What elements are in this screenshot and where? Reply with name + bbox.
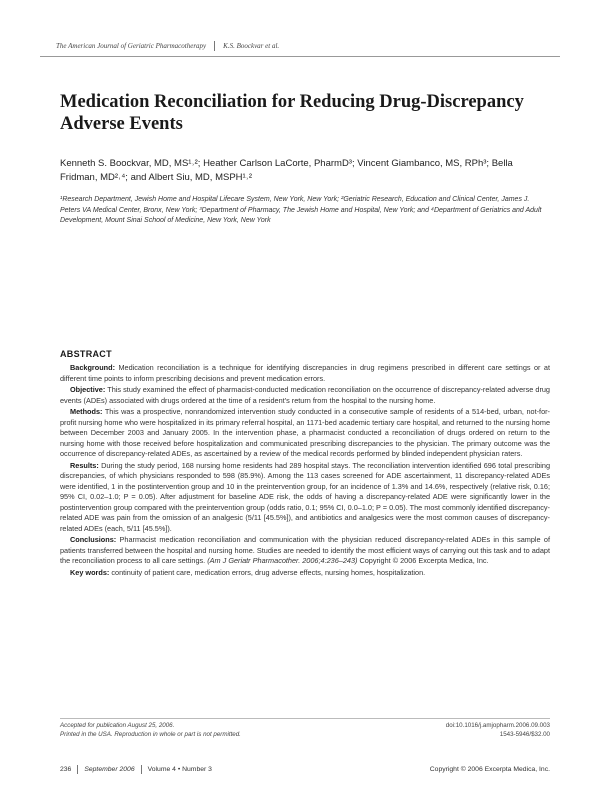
objective-text: This study examined the effect of pharmacist-conducted medication reconciliation on the occurrence of discrepancy-related adverse drug events (ADEs) associated with drugs ordered at the time of a resident's return from the hospital to the nursing home. (60, 385, 550, 405)
page-number: 236 (60, 766, 72, 773)
volume-number: Volume 4 • Number 3 (147, 766, 212, 773)
abstract-keywords (60, 568, 550, 579)
background-text: Medication reconciliation is a technique for identifying discrepancies in drug regimens prescribed in different care settings or at different time points to inform prescribing decisions and prevent medication errors. (60, 363, 550, 383)
running-head (56, 41, 544, 51)
conclusions-text: Pharmacist medication reconciliation and communication with the physician reduced discrepancy-related ADEs in this sample of patients transferred between the hospital and nursing home. Studies are needed to identify the most efficient ways of carrying out this task and to adapt the reconciliation process to all care settings. (60, 535, 550, 565)
abstract-results (60, 461, 550, 535)
citation-text: (Am J Geriatr Pharmacother. 2006;4:236–243) (207, 556, 358, 565)
footer-copyright: Copyright © 2006 Excerpta Medica, Inc. (429, 766, 550, 773)
running-head-authors: K.S. Boockvar et al. (223, 42, 280, 50)
running-head-journal: The American Journal of Geriatric Pharmacotherapy (56, 42, 207, 50)
author-list: Kenneth S. Boockvar, MD, MS¹˒²; Heather Carlson LaCorte, PharmD³; Vincent Giambanco, MS, RPh³; Bella Fridman, MD²˒⁴; and Albert Siu, MD, MSPH¹˒² (60, 158, 513, 183)
header-rule (40, 56, 560, 57)
methods-label: Methods: (70, 407, 103, 416)
publication-meta (60, 721, 550, 739)
article-title: Medication Reconciliation for Reducing Drug-Discrepancy Adverse Events (60, 92, 524, 134)
footer-divider (141, 765, 142, 774)
abstract-heading: ABSTRACT (60, 349, 112, 359)
running-head-divider (214, 41, 215, 51)
conclusions-label: Conclusions: (70, 535, 117, 544)
methods-text: This was a prospective, nonrandomized intervention study conducted in a consecutive sample of residents of a 514-bed, urban, not-for-profit nursing home who were hospitalized in its primary referral hospital, an 1171-bed academic tertiary care hospital, and returned to the nursing home between December 2003 and January 2005. In the intervention phase, a pharmacist conducted a reconciliation of drugs ordered on return to the nursing home with those received before hospitalization and communicated prescribing discrepancies to the physician. The primary outcome was the occurrence of discrepancy-related ADEs, as ascertained by a review of the medical records performed by blinded independent physician raters. (60, 407, 550, 458)
abstract-methods (60, 407, 550, 460)
abstract-objective (60, 385, 550, 406)
results-text: During the study period, 168 nursing home residents had 289 hospital stays. The reconciliation intervention identified 696 total prescribing discrepancies, of which physicians responded to 598 (85.9%). Among the 113 cases screened for ADE ascertainment, 11 discrepancy-related ADEs were identified, 1 in the postintervention group and 10 in the preintervention group, for an incidence of 1.3% and 14.6%, respectively (relative risk, 0.16; 95% CI, 0.02–1.0; P = 0.05). After adjustment for baseline ADE risk, the odds of having a discrepancy-related ADE were significantly lower in the postintervention group compared with the preintervention group (odds ratio, 0.1; 95% CI, 0.0–1.0; P = 0.05). The most commonly identified discrepancy-related ADE was pain from the omission of an analgesic (5/11 [45.5%]), and antibiotics and analgesics were the most common causes of discrepancy-related ADEs (each, 5/11 [45.5%]). (60, 460, 551, 533)
printed-notice: Printed in the USA. Reproduction in whole or part is not permitted. (60, 731, 241, 738)
footer-divider (77, 765, 78, 774)
abstract-conclusions (60, 535, 550, 567)
doi-text: doi:10.1016/j.amjopharm.2006.09.003 (445, 722, 550, 729)
keywords-label: Key words: (70, 567, 110, 577)
abstract-background (60, 363, 550, 384)
keywords-text: continuity of patient care, medication errors, drug adverse effects, nursing homes, hospitalization. (111, 567, 426, 577)
objective-label: Objective: (70, 385, 106, 394)
results-label: Results: (70, 460, 99, 470)
issn-text: 1543-5946/$32.00 (499, 731, 550, 738)
author-affiliations: ¹Research Department, Jewish Home and Hospital Lifecare System, New York, New York; ²Geriatric Research, Education and Clinical Center, James J. Peters VA Medical Center, Bronx, New York; ³Department of Pharmacy, The Jewish Home and Hospital, New York; and ⁴Department of Geriatrics and Adult Development, Mount Sinai School of Medicine, New York, New York (60, 196, 542, 224)
abstract-section (60, 349, 550, 579)
issue-date: September 2006 (84, 766, 135, 773)
page-footer (60, 765, 550, 774)
accepted-date: Accepted for publication August 25, 2006. (60, 722, 175, 729)
abstract-copyright: Copyright © 2006 Excerpta Medica, Inc. (359, 556, 489, 565)
background-label: Background: (70, 363, 115, 372)
footer-rule (60, 718, 550, 719)
